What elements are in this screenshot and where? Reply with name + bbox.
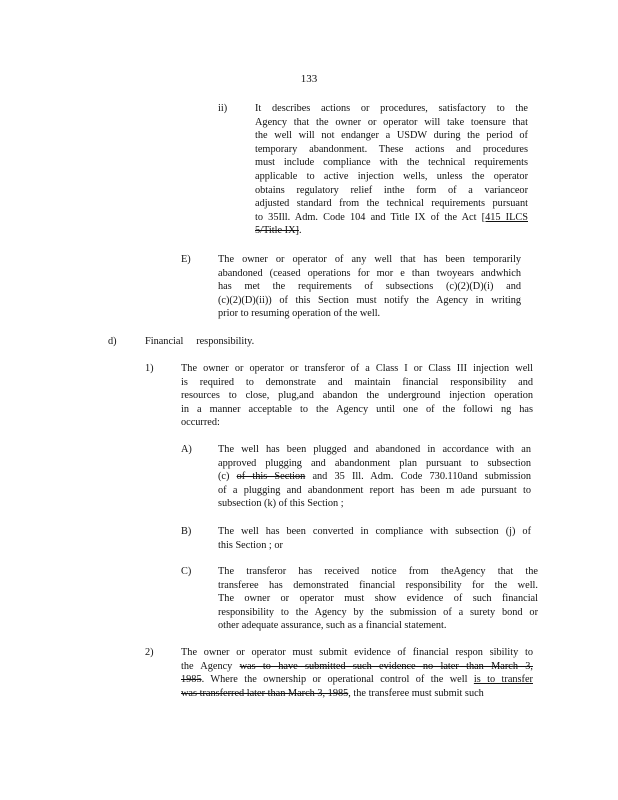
paragraph-C bbox=[218, 565, 538, 633]
text-line bbox=[181, 376, 533, 390]
section-label-d: d) bbox=[108, 336, 117, 347]
text-line bbox=[255, 197, 528, 211]
paragraph-B bbox=[218, 525, 531, 552]
text-segment: The owner or operator or transferor of a Class I or Class III injection well bbox=[181, 363, 533, 374]
text-segment: , the transferee must submit such bbox=[348, 687, 484, 699]
section-heading-financial-responsibility: Financial responsibility. bbox=[145, 336, 255, 347]
text-line bbox=[218, 307, 521, 321]
item-label-ii: ii) bbox=[218, 103, 228, 114]
text-line bbox=[218, 565, 538, 579]
text-segment: obtains regulatory relief inthe form of a varianceor bbox=[255, 184, 528, 196]
item-label-E: E) bbox=[181, 254, 191, 265]
struck-text: was transferred later than March 3, 1985 bbox=[181, 687, 349, 699]
text-segment: . bbox=[298, 225, 302, 237]
text-segment: transferee has demonstrated financial responsibility for the well. bbox=[218, 579, 538, 591]
text-segment: applicable to active injection wells, unless the operator bbox=[255, 170, 528, 182]
text-line bbox=[218, 253, 521, 267]
text-segment: Agency that the owner or operator will take toensure that bbox=[255, 116, 528, 128]
paragraph-E bbox=[218, 253, 521, 321]
text-segment: must include compliance with the technical requirements bbox=[255, 157, 528, 169]
text-line bbox=[255, 156, 528, 170]
struck-text: was to have submitted such evidence no later than March 3, bbox=[239, 660, 533, 672]
text-line bbox=[181, 660, 533, 674]
text-line bbox=[218, 606, 538, 620]
item-label-B: B) bbox=[181, 526, 192, 537]
text-line bbox=[255, 116, 528, 130]
text-segment: The well has been converted in compliance with subsection (j) of bbox=[218, 526, 531, 537]
text-segment: It describes actions or procedures, satisfactory to the bbox=[255, 103, 528, 114]
item-label-1: 1) bbox=[145, 363, 154, 374]
text-segment: The owner or operator of any well that has been temporarily bbox=[218, 254, 521, 265]
text-line bbox=[218, 457, 531, 471]
text-line bbox=[218, 497, 531, 511]
paragraph-2 bbox=[181, 646, 533, 700]
text-line bbox=[255, 170, 528, 184]
paragraph-A bbox=[218, 443, 531, 511]
inserted-text: [415 ILCS bbox=[481, 211, 528, 223]
item-label-2: 2) bbox=[145, 647, 154, 658]
text-line bbox=[181, 416, 533, 430]
paragraph-1 bbox=[181, 362, 533, 430]
text-line bbox=[218, 484, 531, 498]
text-line bbox=[181, 403, 533, 417]
text-line bbox=[218, 619, 538, 633]
text-segment: approved plugging and abandonment plan pursuant to subsection bbox=[218, 457, 531, 469]
text-segment: of a plugging and abandonment report has been m ade pursuant to bbox=[218, 484, 531, 496]
text-segment: is required to demonstrate and maintain financial responsibility and bbox=[181, 376, 533, 388]
text-line bbox=[218, 539, 531, 553]
struck-text: 5/Title IX] bbox=[255, 225, 299, 237]
text-line bbox=[218, 525, 531, 539]
text-segment: . Where the ownership or operational control of the well bbox=[201, 674, 474, 686]
text-segment: occurred: bbox=[181, 417, 220, 429]
text-line bbox=[255, 129, 528, 143]
text-segment: abandoned (ceased operations for mor e than twoyears andwhich bbox=[218, 267, 521, 279]
text-segment: subsection (k) of this Section ; bbox=[218, 498, 344, 510]
text-segment: The well has been plugged and abandoned in accordance with an bbox=[218, 444, 531, 455]
text-line bbox=[218, 443, 531, 457]
text-line bbox=[181, 673, 533, 687]
page-number: 133 bbox=[300, 73, 318, 85]
text-line bbox=[218, 294, 521, 308]
text-line bbox=[218, 470, 531, 484]
text-line bbox=[218, 592, 538, 606]
text-segment: the Agency bbox=[181, 660, 240, 672]
item-label-A: A) bbox=[181, 444, 192, 455]
text-line bbox=[218, 280, 521, 294]
text-segment: The transferor has received notice from theAgency that the bbox=[218, 566, 538, 577]
text-segment: resources to close, plug,and abandon the underground injection operation bbox=[181, 390, 533, 402]
text-line bbox=[181, 646, 533, 660]
text-line bbox=[255, 184, 528, 198]
text-line bbox=[255, 102, 528, 116]
text-line bbox=[218, 267, 521, 281]
text-segment: in a manner acceptable to the Agency until one of the followi ng has bbox=[181, 403, 533, 415]
text-segment: The owner or operator must submit evidence of financial respon sibility to bbox=[181, 647, 533, 658]
struck-text: 1985 bbox=[181, 674, 202, 686]
struck-text: of this Section bbox=[236, 471, 306, 483]
text-segment: (c) bbox=[218, 471, 237, 483]
text-line bbox=[181, 362, 533, 376]
text-segment: this Section ; or bbox=[218, 539, 283, 551]
inserted-text: is to transfer bbox=[473, 674, 533, 686]
text-segment: the well will not endanger a USDW during the period of bbox=[255, 130, 528, 142]
text-segment: adjusted standard from the technical requirements pursuant bbox=[255, 198, 528, 210]
text-segment: responsibility to the Agency by the submission of a surety bond or bbox=[218, 606, 538, 618]
text-line bbox=[255, 143, 528, 157]
text-segment: (c)(2)(D)(ii)) of this Section must notify the Agency in writing bbox=[218, 294, 521, 306]
text-segment: other adequate assurance, such as a financial statement. bbox=[218, 620, 447, 632]
text-line bbox=[181, 389, 533, 403]
text-line bbox=[255, 224, 528, 238]
item-label-C: C) bbox=[181, 566, 192, 577]
text-line bbox=[218, 579, 538, 593]
text-segment: temporary abandonment. These actions and procedures bbox=[255, 143, 528, 155]
text-segment: The owner or operator must show evidence of such financial bbox=[218, 593, 538, 605]
text-segment: has met the requirements of subsections (c)(2)(D)(i) and bbox=[218, 281, 521, 293]
text-line bbox=[181, 687, 533, 701]
text-segment: to 35Ill. Adm. Code 104 and Title IX of the Act bbox=[255, 211, 482, 223]
text-line bbox=[255, 211, 528, 225]
text-segment: prior to resuming operation of the well. bbox=[218, 308, 381, 320]
text-segment: and 35 Ill. Adm. Code 730.110and submission bbox=[305, 471, 531, 483]
paragraph-ii bbox=[255, 102, 528, 238]
